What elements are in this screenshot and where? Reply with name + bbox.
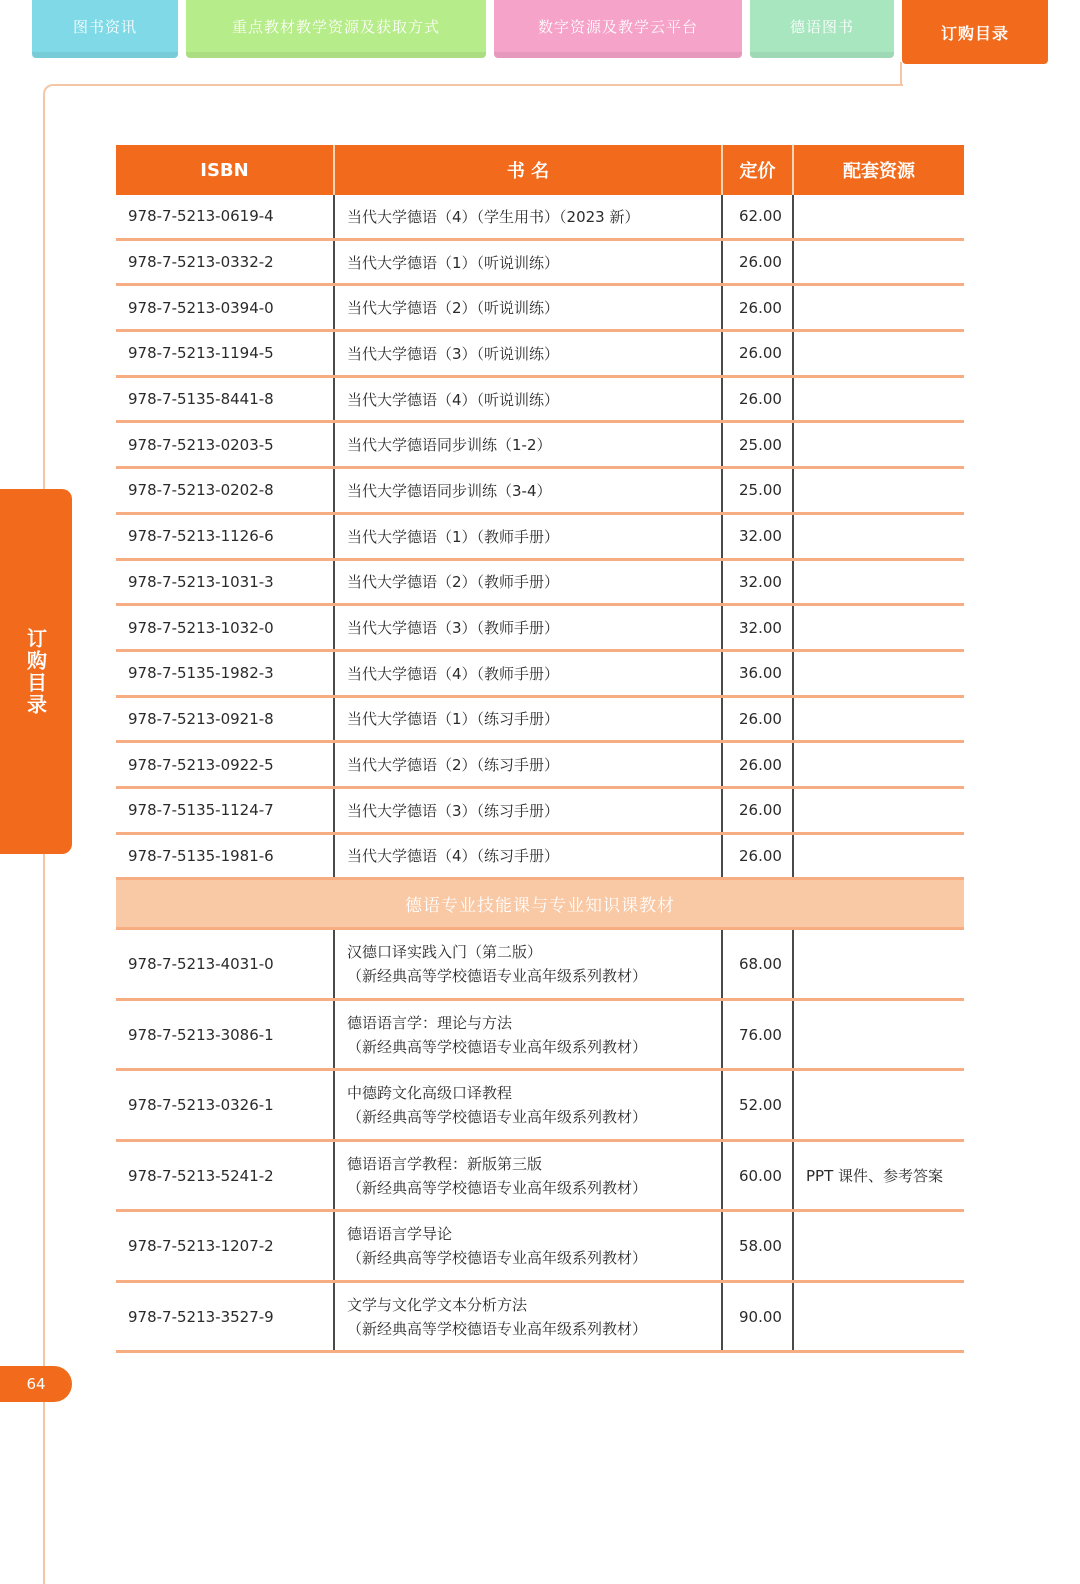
series-line: （新经典高等学校德语专业高年级系列教材）	[347, 1319, 648, 1338]
title-cell: 当代大学德语（3）（听说训练）	[335, 332, 723, 375]
table-row	[116, 469, 964, 515]
title-cell: 当代大学德语（4）（练习手册）	[335, 835, 723, 878]
isbn-cell: 978-7-5213-0922-5	[116, 743, 335, 786]
price-cell: 26.00	[723, 789, 794, 832]
table-body-advanced	[116, 930, 964, 1353]
header-isbn: ISBN	[116, 145, 335, 195]
table-row	[116, 195, 964, 241]
tab-german-books[interactable]: 德语图书	[750, 0, 894, 58]
title-line: 文学与文化学文本分析方法	[347, 1295, 528, 1314]
top-tab-bar	[32, 0, 1048, 64]
section-header: 德语专业技能课与专业知识课教材	[116, 880, 964, 930]
resources-cell	[794, 789, 964, 832]
table-row	[116, 1142, 964, 1213]
resources-cell	[794, 515, 964, 558]
resources-cell	[794, 378, 964, 421]
title-cell: 当代大学德语（1）（教师手册）	[335, 515, 723, 558]
title-cell	[335, 1212, 723, 1280]
resources-cell	[794, 652, 964, 695]
title-cell	[335, 1001, 723, 1069]
resources-cell	[794, 332, 964, 375]
price-cell: 26.00	[723, 378, 794, 421]
table-row	[116, 241, 964, 287]
tab-order-catalog[interactable]: 订购目录	[902, 0, 1048, 64]
price-cell: 25.00	[723, 423, 794, 466]
isbn-cell: 978-7-5213-1126-6	[116, 515, 335, 558]
price-cell: 76.00	[723, 1001, 794, 1069]
isbn-cell: 978-7-5213-4031-0	[116, 930, 335, 998]
title-line: 德语语言学教程：新版第三版	[347, 1154, 543, 1173]
tab-key-textbook-resources[interactable]: 重点教材教学资源及获取方式	[186, 0, 486, 58]
table-body-main	[116, 195, 964, 880]
price-cell: 32.00	[723, 515, 794, 558]
title-cell	[335, 1142, 723, 1210]
table-row	[116, 835, 964, 881]
price-cell: 36.00	[723, 652, 794, 695]
tab-digital-resources[interactable]: 数字资源及教学云平台	[494, 0, 742, 58]
table-row	[116, 561, 964, 607]
tab-book-news[interactable]: 图书资讯	[32, 0, 178, 58]
title-line: 汉德口译实践入门（第二版）	[347, 943, 543, 962]
order-catalog-table	[116, 145, 964, 1353]
price-cell: 60.00	[723, 1142, 794, 1210]
title-line: 德语语言学：理论与方法	[347, 1013, 513, 1032]
page-number: 64	[0, 1366, 72, 1402]
title-line: 中德跨文化高级口译教程	[347, 1084, 513, 1103]
title-cell	[335, 930, 723, 998]
series-line: （新经典高等学校德语专业高年级系列教材）	[347, 1108, 648, 1127]
table-row	[116, 1212, 964, 1283]
isbn-cell: 978-7-5135-1981-6	[116, 835, 335, 878]
title-line: 德语语言学导论	[347, 1225, 453, 1244]
page-frame-connector	[900, 62, 902, 86]
table-row	[116, 652, 964, 698]
title-cell: 当代大学德语（3）（练习手册）	[335, 789, 723, 832]
title-cell: 当代大学德语（4）（学生用书）（2023 新）	[335, 195, 723, 238]
isbn-cell: 978-7-5135-8441-8	[116, 378, 335, 421]
resources-cell	[794, 241, 964, 284]
title-cell: 当代大学德语（3）（教师手册）	[335, 606, 723, 649]
resources-cell	[794, 698, 964, 741]
price-cell: 52.00	[723, 1071, 794, 1139]
isbn-cell: 978-7-5213-0921-8	[116, 698, 335, 741]
resources-cell	[794, 469, 964, 512]
table-row	[116, 930, 964, 1001]
isbn-cell: 978-7-5213-0326-1	[116, 1071, 335, 1139]
title-cell: 当代大学德语同步训练（3-4）	[335, 469, 723, 512]
title-cell: 当代大学德语（2）（听说训练）	[335, 286, 723, 329]
table-row	[116, 698, 964, 744]
table-row	[116, 789, 964, 835]
table-row	[116, 1071, 964, 1142]
resources-cell	[794, 1001, 964, 1069]
title-cell	[335, 1071, 723, 1139]
isbn-cell: 978-7-5213-0332-2	[116, 241, 335, 284]
price-cell: 90.00	[723, 1283, 794, 1351]
price-cell: 26.00	[723, 743, 794, 786]
side-section-label: 订购目录	[23, 627, 48, 716]
isbn-cell: 978-7-5213-0394-0	[116, 286, 335, 329]
isbn-cell: 978-7-5213-1032-0	[116, 606, 335, 649]
price-cell: 32.00	[723, 561, 794, 604]
header-resources: 配套资源	[843, 161, 915, 182]
resources-cell: PPT 课件、参考答案	[806, 1167, 944, 1186]
resources-cell	[794, 1283, 964, 1351]
isbn-cell: 978-7-5213-0202-8	[116, 469, 335, 512]
isbn-cell: 978-7-5213-5241-2	[116, 1142, 335, 1210]
table-row	[116, 606, 964, 652]
resources-cell	[794, 835, 964, 878]
price-cell: 25.00	[723, 469, 794, 512]
table-row	[116, 1283, 964, 1354]
isbn-cell: 978-7-5213-0619-4	[116, 195, 335, 238]
isbn-cell: 978-7-5213-0203-5	[116, 423, 335, 466]
price-cell: 58.00	[723, 1212, 794, 1280]
isbn-cell: 978-7-5135-1982-3	[116, 652, 335, 695]
isbn-cell: 978-7-5213-3527-9	[116, 1283, 335, 1351]
price-cell: 26.00	[723, 241, 794, 284]
title-cell	[335, 1283, 723, 1351]
table-row	[116, 1001, 964, 1072]
resources-cell	[794, 930, 964, 998]
isbn-cell: 978-7-5213-1207-2	[116, 1212, 335, 1280]
price-cell: 26.00	[723, 698, 794, 741]
title-cell: 当代大学德语（1）（练习手册）	[335, 698, 723, 741]
table-row	[116, 423, 964, 469]
title-cell: 当代大学德语（2）（练习手册）	[335, 743, 723, 786]
price-cell: 32.00	[723, 606, 794, 649]
table-row	[116, 743, 964, 789]
title-cell: 当代大学德语（4）（教师手册）	[335, 652, 723, 695]
price-cell: 68.00	[723, 930, 794, 998]
resources-cell	[794, 1212, 964, 1280]
table-row	[116, 286, 964, 332]
header-price: 定价	[723, 145, 794, 195]
table-header	[116, 145, 964, 195]
price-cell: 26.00	[723, 332, 794, 375]
title-cell: 当代大学德语（1）（听说训练）	[335, 241, 723, 284]
isbn-cell: 978-7-5213-3086-1	[116, 1001, 335, 1069]
resources-cell	[794, 561, 964, 604]
side-section-tab	[0, 489, 72, 854]
resources-cell	[794, 743, 964, 786]
price-cell: 26.00	[723, 835, 794, 878]
isbn-cell: 978-7-5213-1031-3	[116, 561, 335, 604]
title-cell: 当代大学德语（2）（教师手册）	[335, 561, 723, 604]
series-line: （新经典高等学校德语专业高年级系列教材）	[347, 1178, 648, 1197]
resources-cell	[794, 423, 964, 466]
table-row	[116, 378, 964, 424]
resources-cell	[794, 606, 964, 649]
title-cell: 当代大学德语（4）（听说训练）	[335, 378, 723, 421]
table-row	[116, 515, 964, 561]
header-title: 书 名	[335, 145, 723, 195]
price-cell: 62.00	[723, 195, 794, 238]
series-line: （新经典高等学校德语专业高年级系列教材）	[347, 967, 648, 986]
table-row	[116, 332, 964, 378]
resources-cell	[794, 195, 964, 238]
series-line: （新经典高等学校德语专业高年级系列教材）	[347, 1249, 648, 1268]
series-line: （新经典高等学校德语专业高年级系列教材）	[347, 1037, 648, 1056]
title-cell: 当代大学德语同步训练（1-2）	[335, 423, 723, 466]
isbn-cell: 978-7-5135-1124-7	[116, 789, 335, 832]
resources-cell	[794, 286, 964, 329]
isbn-cell: 978-7-5213-1194-5	[116, 332, 335, 375]
price-cell: 26.00	[723, 286, 794, 329]
resources-cell	[794, 1071, 964, 1139]
